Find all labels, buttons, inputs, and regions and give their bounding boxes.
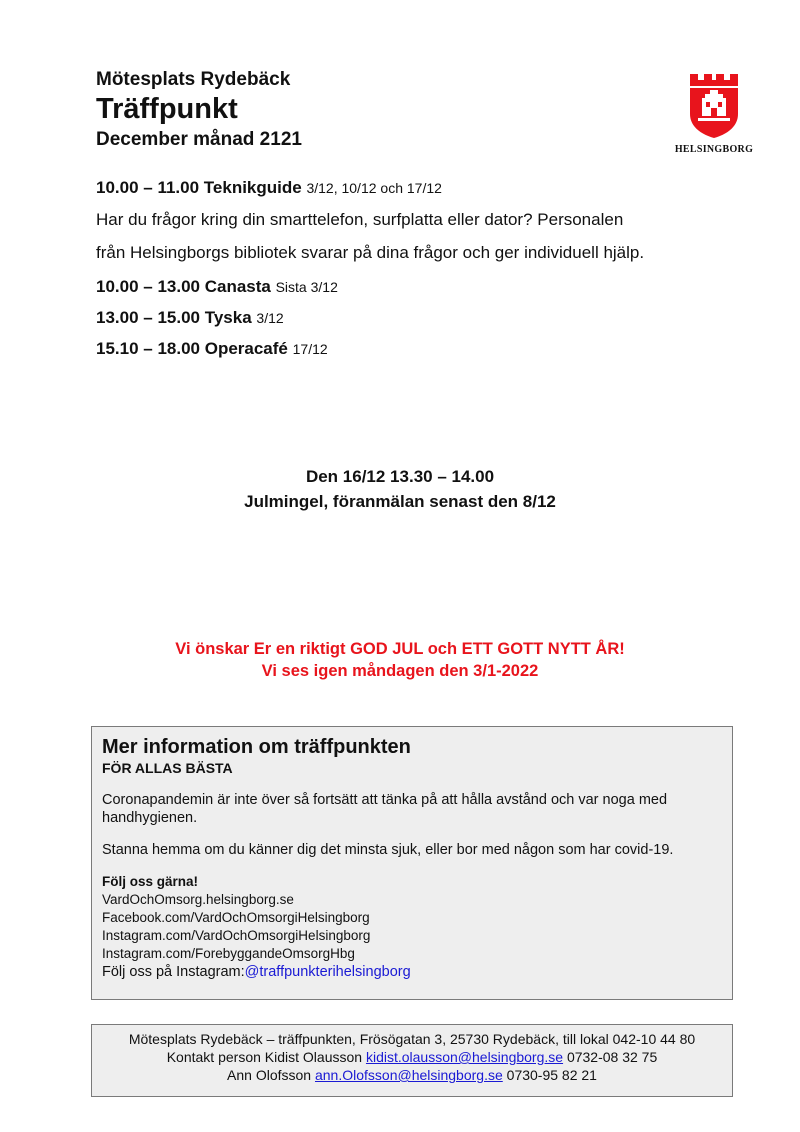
page-title: Träffpunkt: [96, 93, 238, 125]
footer-contact-ann: [92, 1066, 732, 1084]
footer-contact-kidist: [92, 1048, 732, 1066]
follow-section: [102, 873, 722, 982]
footer-address: Mötesplats Rydebäck – träffpunkten, Frösögatan 3, 25730 Rydebäck, till lokal 042-10 44 80: [128, 1031, 696, 1047]
schedule-item: [96, 176, 736, 200]
contact-phone: 0730-95 82 21: [506, 1067, 597, 1083]
contact-phone: 0732-08 32 75: [566, 1049, 658, 1065]
schedule-time: 15.10 – 18.00: [96, 339, 200, 358]
schedule-time: 13.00 – 15.00: [96, 308, 200, 327]
email-link-ann[interactable]: ann.Olofsson@helsingborg.se: [314, 1067, 503, 1083]
follow-link[interactable]: Facebook.com/VardOchOmsorgiHelsingborg: [102, 910, 370, 925]
schedule-activity: Operacafé: [204, 339, 288, 358]
julmingel-description: Julmingel, föranmälan senast den 8/12: [244, 492, 556, 511]
follow-link[interactable]: VardOchOmsorg.helsingborg.se: [102, 892, 294, 907]
schedule-time: 10.00 – 11.00: [96, 178, 200, 197]
follow-heading: Följ oss gärna!: [102, 874, 199, 889]
document-header: [96, 68, 656, 152]
info-paragraph-stay-home: Stanna hemma om du känner dig det minsta sjuk, eller bor med någon som har covid-19.: [102, 842, 674, 858]
julmingel-notice: [0, 464, 800, 514]
month-heading: December månad 2121: [96, 129, 302, 150]
teknikguide-description-line1: Har du frågor kring din smarttelefon, surfplatta eller dator? Personalen: [96, 210, 624, 229]
contact-name: Ann Olofsson: [227, 1067, 312, 1083]
schedule-item: [96, 337, 736, 361]
instagram-handle-link[interactable]: @traffpunkterihelsingborg: [244, 964, 411, 980]
greeting-line2: Vi ses igen måndagen den 3/1-2022: [261, 662, 539, 680]
schedule-dates: 17/12: [292, 341, 328, 357]
email-link-kidist[interactable]: kidist.olausson@helsingborg.se: [365, 1049, 564, 1065]
follow-link[interactable]: Instagram.com/VardOchOmsorgiHelsingborg: [102, 928, 371, 943]
venue-name: Mötesplats Rydebäck: [96, 69, 291, 90]
schedule-dates: 3/12: [256, 310, 284, 326]
schedule-time: 10.00 – 13.00: [96, 277, 200, 296]
logo-wordmark: HELSINGBORG: [674, 144, 754, 155]
schedule-activity: Teknikguide: [203, 178, 302, 197]
teknikguide-description-line2: från Helsingborgs bibliotek svarar på dina frågor och ger individuell hjälp.: [96, 243, 645, 262]
holiday-greeting: [0, 638, 800, 682]
instagram-prefix: Följ oss på Instagram:: [102, 964, 245, 980]
info-title: Mer information om träffpunkten: [102, 736, 411, 758]
follow-link[interactable]: Instagram.com/ForebyggandeOmsorgHbg: [102, 946, 355, 961]
info-subtitle: FÖR ALLAS BÄSTA: [102, 760, 233, 776]
schedule-activity: Tyska: [204, 308, 252, 327]
info-box: [91, 726, 733, 1000]
contact-footer: [91, 1024, 733, 1097]
schedule-list: [96, 176, 736, 361]
helsingborg-logo: [674, 72, 754, 158]
schedule-dates: Sista 3/12: [275, 279, 338, 295]
schedule-item: [96, 275, 736, 299]
info-paragraph-hygiene: Coronapandemin är inte över så fortsätt att tänka på att hålla avstånd och var noga med handhygienen.: [102, 792, 668, 826]
instagram-line: [102, 963, 722, 982]
schedule-item: [96, 306, 736, 330]
contact-name: Kontakt person Kidist Olausson: [166, 1049, 363, 1065]
julmingel-date: Den 16/12 13.30 – 14.00: [305, 467, 495, 486]
schedule-activity: Canasta: [204, 277, 271, 296]
schedule-dates: 3/12, 10/12 och 17/12: [306, 180, 442, 196]
greeting-line1: Vi önskar Er en riktigt GOD JUL och ETT GOTT NYTT ÅR!: [175, 640, 625, 658]
city-crest-icon: [688, 72, 740, 138]
